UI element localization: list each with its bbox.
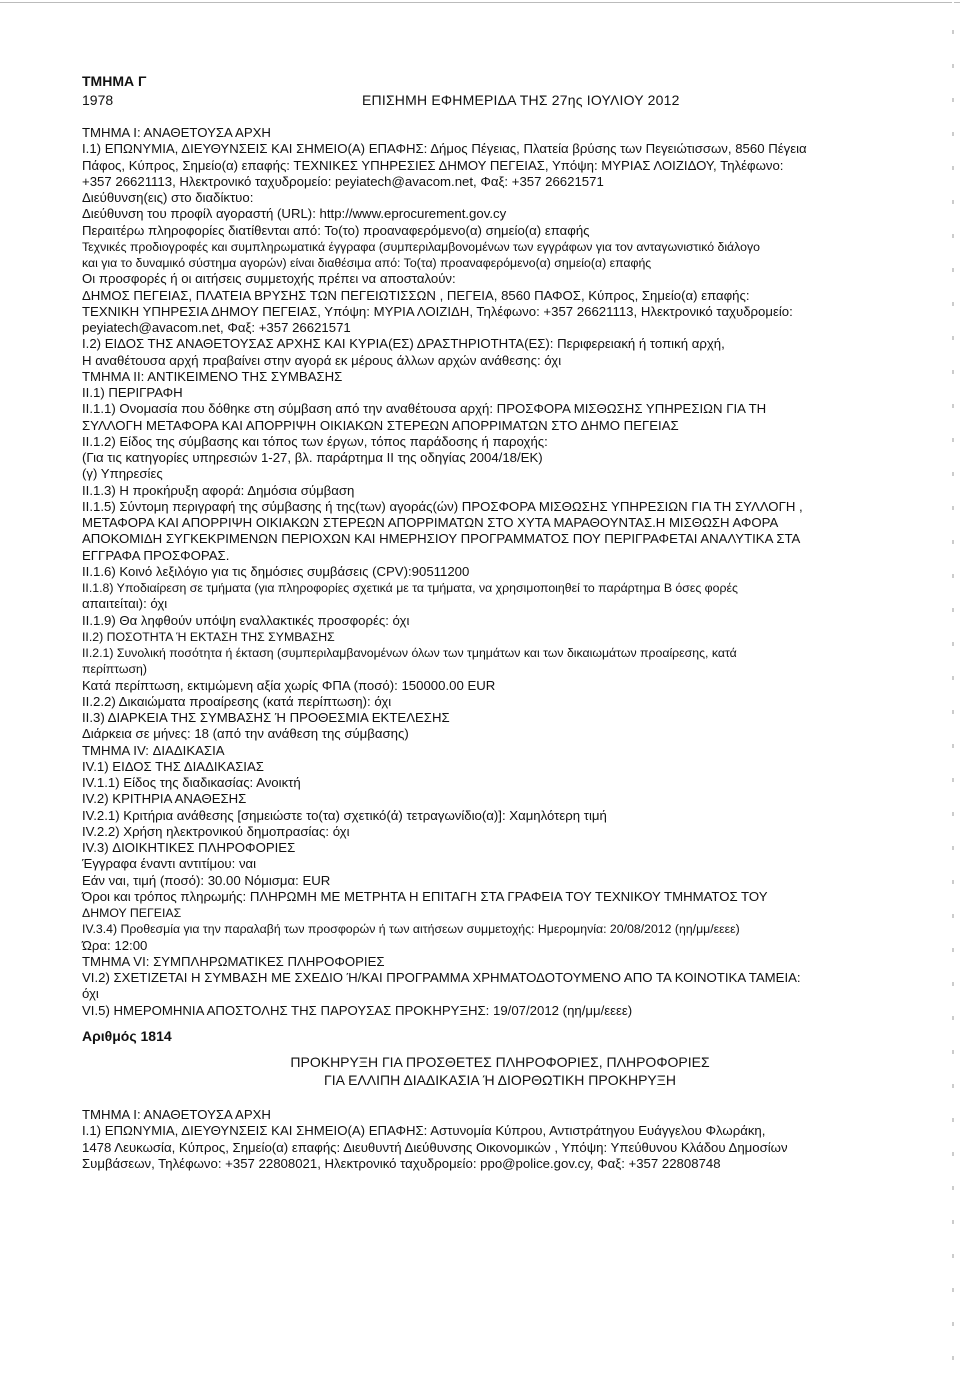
notice-1-body	[82, 125, 892, 1019]
text-line: Διεύθυνση(εις) στο διαδίκτυο:	[82, 190, 254, 205]
text-line: ΙΙ.2.2) Δικαιώματα προαίρεσης (κατά περίπτωση): όχι	[82, 693, 392, 709]
text-line: και για το δυναμικό σύστημα αγορών) είναι διαθέσιμα από: Το(τα) προαναφερόμενο(α) σημείο(α) επαφής	[82, 256, 652, 270]
notice-2-number: Αριθμός 1814	[82, 1028, 172, 1044]
journal-title: ΕΠΙΣΗΜΗ ΕΦΗΜΕΡΙΔΑ ΤΗΣ 27ης ΙΟΥΛΙΟΥ 2012	[362, 92, 680, 108]
text-line: ΤΜΗΜΑ ΙV: ΔΙΑΔΙΚΑΣΙΑ	[82, 742, 225, 758]
text-line: περίπτωση)	[82, 662, 147, 677]
text-line: Ι.2) ΕΙΔΟΣ ΤΗΣ ΑΝΑΘΕΤΟΥΣΑΣ ΑΡΧΗΣ ΚΑΙ ΚΥΡΙΑ(ΕΣ) ΔΡΑΣΤΗΡΙΟΤΗΤΑ(ΕΣ): Περιφερειακή ή τοπική αρχή,	[82, 336, 725, 352]
text-line: (γ) Υπηρεσίες	[82, 466, 163, 482]
text-line: Ώρα: 12:00	[82, 937, 148, 953]
text-line: ΣΥΛΛΟΓΗ ΜΕΤΑΦΟΡΑ ΚΑΙ ΑΠΟΡΡΙΨΗ ΟΙΚΙΑΚΩΝ ΣΤΕΡΕΩΝ ΑΠΟΡΡΙΜΑΤΩΝ ΣΤΟ ΔΗΜΟ ΠΕΓΕΙΑΣ	[82, 417, 679, 433]
text-line: ΙΙ.1) ΠΕΡΙΓΡΑΦΗ	[82, 385, 183, 400]
text-line: Περαιτέρω πληροφορίες διατίθενται από: Το(το) προαναφερόμενο(α) σημείο(α) επαφής	[82, 222, 590, 238]
text-line: ΙV.2.1) Κριτήρια ανάθεσης [σημειώστε το(τα) σχετικό(ά) τετραγωνίδιο(α)]: Χαμηλότερη τιμή	[82, 807, 607, 823]
text-line: ΙΙ.1.8) Υποδιαίρεση σε τμήματα (για πληροφορίες σχετικά με τα τμήματα, να χρησιμοποιηθεί το παράρτημα Β όσες φορές	[82, 581, 738, 595]
notice-2-title-line: ΓΙΑ ΕΛΛΙΠΗ ΔΙΑΔΙΚΑΣΙΑ Ή ΔΙΟΡΘΩΤΙΚΗ ΠΡΟΚΗΡΥΞΗ	[324, 1072, 676, 1088]
text-line: ΔΗΜΟΣ ΠΕΓΕΙΑΣ, ΠΛΑΤΕΙΑ ΒΡΥΣΗΣ ΤΩΝ ΠΕΓΕΙΩΤΙΣΣΩΝ , ΠΕΓΕΙΑ, 8560 ΠΑΦΟΣ, Κύπρος, Σημείο(α) επαφής:	[82, 287, 750, 303]
text-line: Διεύθυνση του προφίλ αγοραστή (URL): http://www.eprocurement.gov.cy	[82, 206, 507, 222]
text-line: Ι.1) ΕΠΩΝΥΜΙΑ, ΔΙΕΥΘΥΝΣΕΙΣ ΚΑΙ ΣΗΜΕΙΟ(Α) ΕΠΑΦΗΣ: Αστυνομία Κύπρου, Αντιστράτηγου Ευάγγελου Φλωράκη,	[82, 1123, 766, 1139]
text-line: ΙΙ.2.1) Συνολική ποσότητα ή έκταση (συμπεριλαμβανομένων όλων των τμημάτων και των δικαιωμάτων προαίρεσης, κατά	[82, 646, 737, 660]
notice-2-body	[82, 1107, 892, 1172]
text-line: ΙΙ.1.6) Κοινό λεξιλόγιο για τις δημόσιες συμβάσεις (CPV):90511200	[82, 563, 470, 579]
notice-2-title	[200, 1053, 800, 1089]
text-line: ΙV.2) ΚΡΙΤΗΡΙΑ ΑΝΑΘΕΣΗΣ	[82, 791, 247, 807]
text-line: Ι.1) ΕΠΩΝΥΜΙΑ, ΔΙΕΥΘΥΝΣΕΙΣ ΚΑΙ ΣΗΜΕΙΟ(Α) ΕΠΑΦΗΣ: Δήμος Πέγειας, Πλατεία βρύσης των Πεγειώτισσων, 8560 Πέγεια	[82, 141, 807, 157]
text-line: ΙV.1) ΕΙΔΟΣ ΤΗΣ ΔΙΑΔΙΚΑΣΙΑΣ	[82, 758, 264, 774]
text-line: +357 26621113, Ηλεκτρονικό ταχυδρομείο: peyiatech@avacom.net, Φαξ: +357 26621571	[82, 173, 604, 189]
text-line: Όροι και τρόπος πληρωμής: ΠΛΗΡΩΜΗ ΜΕ ΜΕΤΡΗΤΑ Η ΕΠΙΤΑΓΗ ΣΤΑ ΓΡΑΦΕΙΑ ΤΟΥ ΤΕΧΝΙΚΟΥ ΤΜΗΜΑΤΟΣ ΤΟΥ	[82, 888, 768, 904]
text-line: VΙ.5) ΗΜΕΡΟΜΗΝΙΑ ΑΠΟΣΤΟΛΗΣ ΤΗΣ ΠΑΡΟΥΣΑΣ ΠΡΟΚΗΡΥΞΗΣ: 19/07/2012 (ηη/μμ/εεεε)	[82, 1002, 633, 1018]
page-number: 1978	[82, 92, 114, 108]
text-line: απαιτείται): όχι	[82, 596, 168, 612]
text-line: Κατά περίπτωση, εκτιμώμενη αξία χωρίς ΦΠΑ (ποσό): 150000.00 EUR	[82, 677, 496, 693]
section-label: ΤΜΗΜΑ Γ	[82, 73, 147, 89]
text-line: ΙΙ.1.1) Ονομασία που δόθηκε στη σύμβαση από την αναθέτουσα αρχή: ΠΡΟΣΦΟΡΑ ΜΙΣΘΩΣΗΣ ΥΠΗΡΕΣΙΩΝ ΓΙΑ ΤΗ	[82, 401, 767, 417]
text-line: 1478 Λευκωσία, Κύπρος, Σημείο(α) επαφής: Διευθυντή Διεύθυνσης Οικονομικών , Υπόψη: Υπεύθυνου Κλάδου Δημοσίων	[82, 1139, 788, 1155]
text-line: Έγγραφα έναντι αντιτίμου: ναι	[82, 856, 257, 872]
text-line: VΙ.2) ΣΧΕΤΙΖΕΤΑΙ Η ΣΥΜΒΑΣΗ ΜΕ ΣΧΕΔΙΟ Ή/ΚΑΙ ΠΡΟΓΡΑΜΜΑ ΧΡΗΜΑΤΟΔΟΤΟΥΜΕΝΟ ΑΠΟ ΤΑ ΚΟΙΝΟΤΙΚΑ ΤΑΜΕΙΑ:	[82, 970, 801, 985]
text-line: Διάρκεια σε μήνες: 18 (από την ανάθεση της σύμβασης)	[82, 726, 409, 742]
text-line: Πάφος, Κύπρος, Σημείο(α) επαφής: ΤΕΧΝΙΚΕΣ ΥΠΗΡΕΣΙΕΣ ΔΗΜΟΥ ΠΕΓΕΙΑΣ, Υπόψη: ΜΥΡΙΑΣ ΛΟΙΖΙΔΟΥ, Τηλέφωνο:	[82, 157, 784, 173]
text-line: ΤΜΗΜΑ Ι: ΑΝΑΘΕΤΟΥΣΑ ΑΡΧΗ	[82, 1107, 271, 1122]
text-line: Εάν ναι, τιμή (ποσό): 30.00 Νόμισμα: EUR	[82, 872, 331, 888]
text-line: peyiatech@avacom.net, Φαξ: +357 26621571	[82, 320, 351, 335]
text-line: ΙV.2.2) Χρήση ηλεκτρονικού δημοπρασίας: όχι	[82, 823, 350, 839]
text-line: Συμβάσεων, Τηλέφωνο: +357 22808021, Ηλεκτρονικό ταχυδρομείο: ppo@police.gov.cy, Φαξ: +357 22808748	[82, 1155, 721, 1171]
text-line: ΙΙ.1.5) Σύντομη περιγραφή της σύμβασης ή της(των) αγοράς(ών) ΠΡΟΣΦΟΡΑ ΜΙΣΘΩΣΗΣ ΥΠΗΡΕΣΙΩΝ ΓΙΑ ΤΗ ΣΥΛΛΟΓΗ ,	[82, 498, 803, 514]
text-line: Τεχνικές προδιογροφές και συμπληρωματικά έγγραφα (συμπεριλαμβονομένων των εγγράφων για τον ανταγωνιστικό διάλογο	[82, 239, 760, 254]
text-line: ΤΜΗΜΑ VΙ: ΣΥΜΠΛΗΡΩΜΑΤΙΚΕΣ ΠΛΗΡΟΦΟΡΙΕΣ	[82, 953, 385, 969]
text-line: ΙΙ.3) ΔΙΑΡΚΕΙΑ ΤΗΣ ΣΥΜΒΑΣΗΣ Ή ΠΡΟΘΕΣΜΙΑ ΕΚΤΕΛΕΣΗΣ	[82, 710, 450, 725]
text-line: ΙΙ.1.3) Η προκήρυξη αφορά: Δημόσια σύμβαση	[82, 482, 355, 498]
text-line: Η αναθέτουσα αρχή πραβαίνει στην αγορά εκ μέρους άλλων αρχών ανάθεσης: όχι	[82, 352, 562, 368]
text-line: ΜΕΤΑΦΟΡΑ ΚΑΙ ΑΠΟΡΡΙΨΗ ΟΙΚΙΑΚΩΝ ΣΤΕΡΕΩΝ ΑΠΟΡΡΙΜΑΤΩΝ ΣΤΟ ΧΥΤΑ ΜΑΡΑΘΟΥΝΤΑΣ.Η ΜΙΣΘΩΣΗ ΑΦΟΡΑ	[82, 515, 779, 530]
text-line: (Για τις κατηγορίες υπηρεσιών 1-27, βλ. παράρτημα ΙΙ της οδηγίας 2004/18/ΕΚ)	[82, 450, 543, 465]
text-line: ΙΙ.1.9) Θα ληφθούν υπόψη εναλλακτικές προσφορές: όχι	[82, 612, 410, 628]
text-line: ΙV.3) ΔΙΟΙΚΗΤΙΚΕΣ ΠΛΗΡΟΦΟΡΙΕΣ	[82, 840, 296, 855]
text-line: ΙΙ.1.2) Είδος της σύμβασης και τόπος των έργων, τόπος παράδοσης ή παροχής:	[82, 433, 548, 449]
text-line: ΙΙ.2) ΠΟΣΟΤΗΤΑ Ή ΕΚΤΑΣΗ ΤΗΣ ΣΥΜΒΑΣΗΣ	[82, 629, 335, 644]
text-line: όχι	[82, 986, 99, 1002]
text-line: ΑΠΟΚΟΜΙΔΗ ΣΥΓΚΕΚΡΙΜΕΝΩΝ ΠΕΡΙΟΧΩΝ ΚΑΙ ΗΜΕΡΗΣΙΟΥ ΠΡΟΓΡΑΜΜΑΤΟΣ ΠΟΥ ΠΕΡΙΓΡΑΦΕΤΑΙ ΑΝΑΛΥΤΙΚΑ ΣΤΑ	[82, 531, 801, 547]
right-scan-edge	[952, 0, 954, 1375]
text-line: ΕΓΓΡΑΦΑ ΠΡΟΣΦΟΡΑΣ.	[82, 547, 230, 563]
text-line: Οι προσφορές ή οι αιτήσεις συμμετοχής πρέπει να αποσταλούν:	[82, 271, 456, 287]
text-line: ΤΜΗΜΑ ΙΙ: ΑΝΤΙΚΕΙΜΕΝΟ ΤΗΣ ΣΥΜΒΑΣΗΣ	[82, 368, 343, 384]
text-line: ΙV.1.1) Είδος της διαδικασίας: Ανοικτή	[82, 775, 301, 790]
text-line: ΤΕΧΝΙΚΗ ΥΠΗΡΕΣΙΑ ΔΗΜΟΥ ΠΕΓΕΙΑΣ, Υπόψη: ΜΥΡΙΑ ΛΟΙΖΙΔΗ, Τηλέφωνο: +357 26621113, Ηλεκτρονικό ταχυδρομείο:	[82, 303, 793, 319]
text-line: ΤΜΗΜΑ Ι: ΑΝΑΘΕΤΟΥΣΑ ΑΡΧΗ	[82, 125, 271, 140]
top-scan-edge	[0, 2, 960, 3]
notice-2-title-line: ΠΡΟΚΗΡΥΞΗ ΓΙΑ ΠΡΟΣΘΕΤΕΣ ΠΛΗΡΟΦΟΡΙΕΣ, ΠΛΗΡΟΦΟΡΙΕΣ	[290, 1054, 710, 1070]
text-line: ΙV.3.4) Προθεσμία για την παραλαβή των προσφορών ή των αιτήσεων συμμετοχής: Ημερομηνία: 20/08/2012 (ηη/μμ/εεεε)	[82, 922, 740, 937]
text-line: ΔΗΜΟΥ ΠΕΓΕΙΑΣ	[82, 906, 182, 920]
